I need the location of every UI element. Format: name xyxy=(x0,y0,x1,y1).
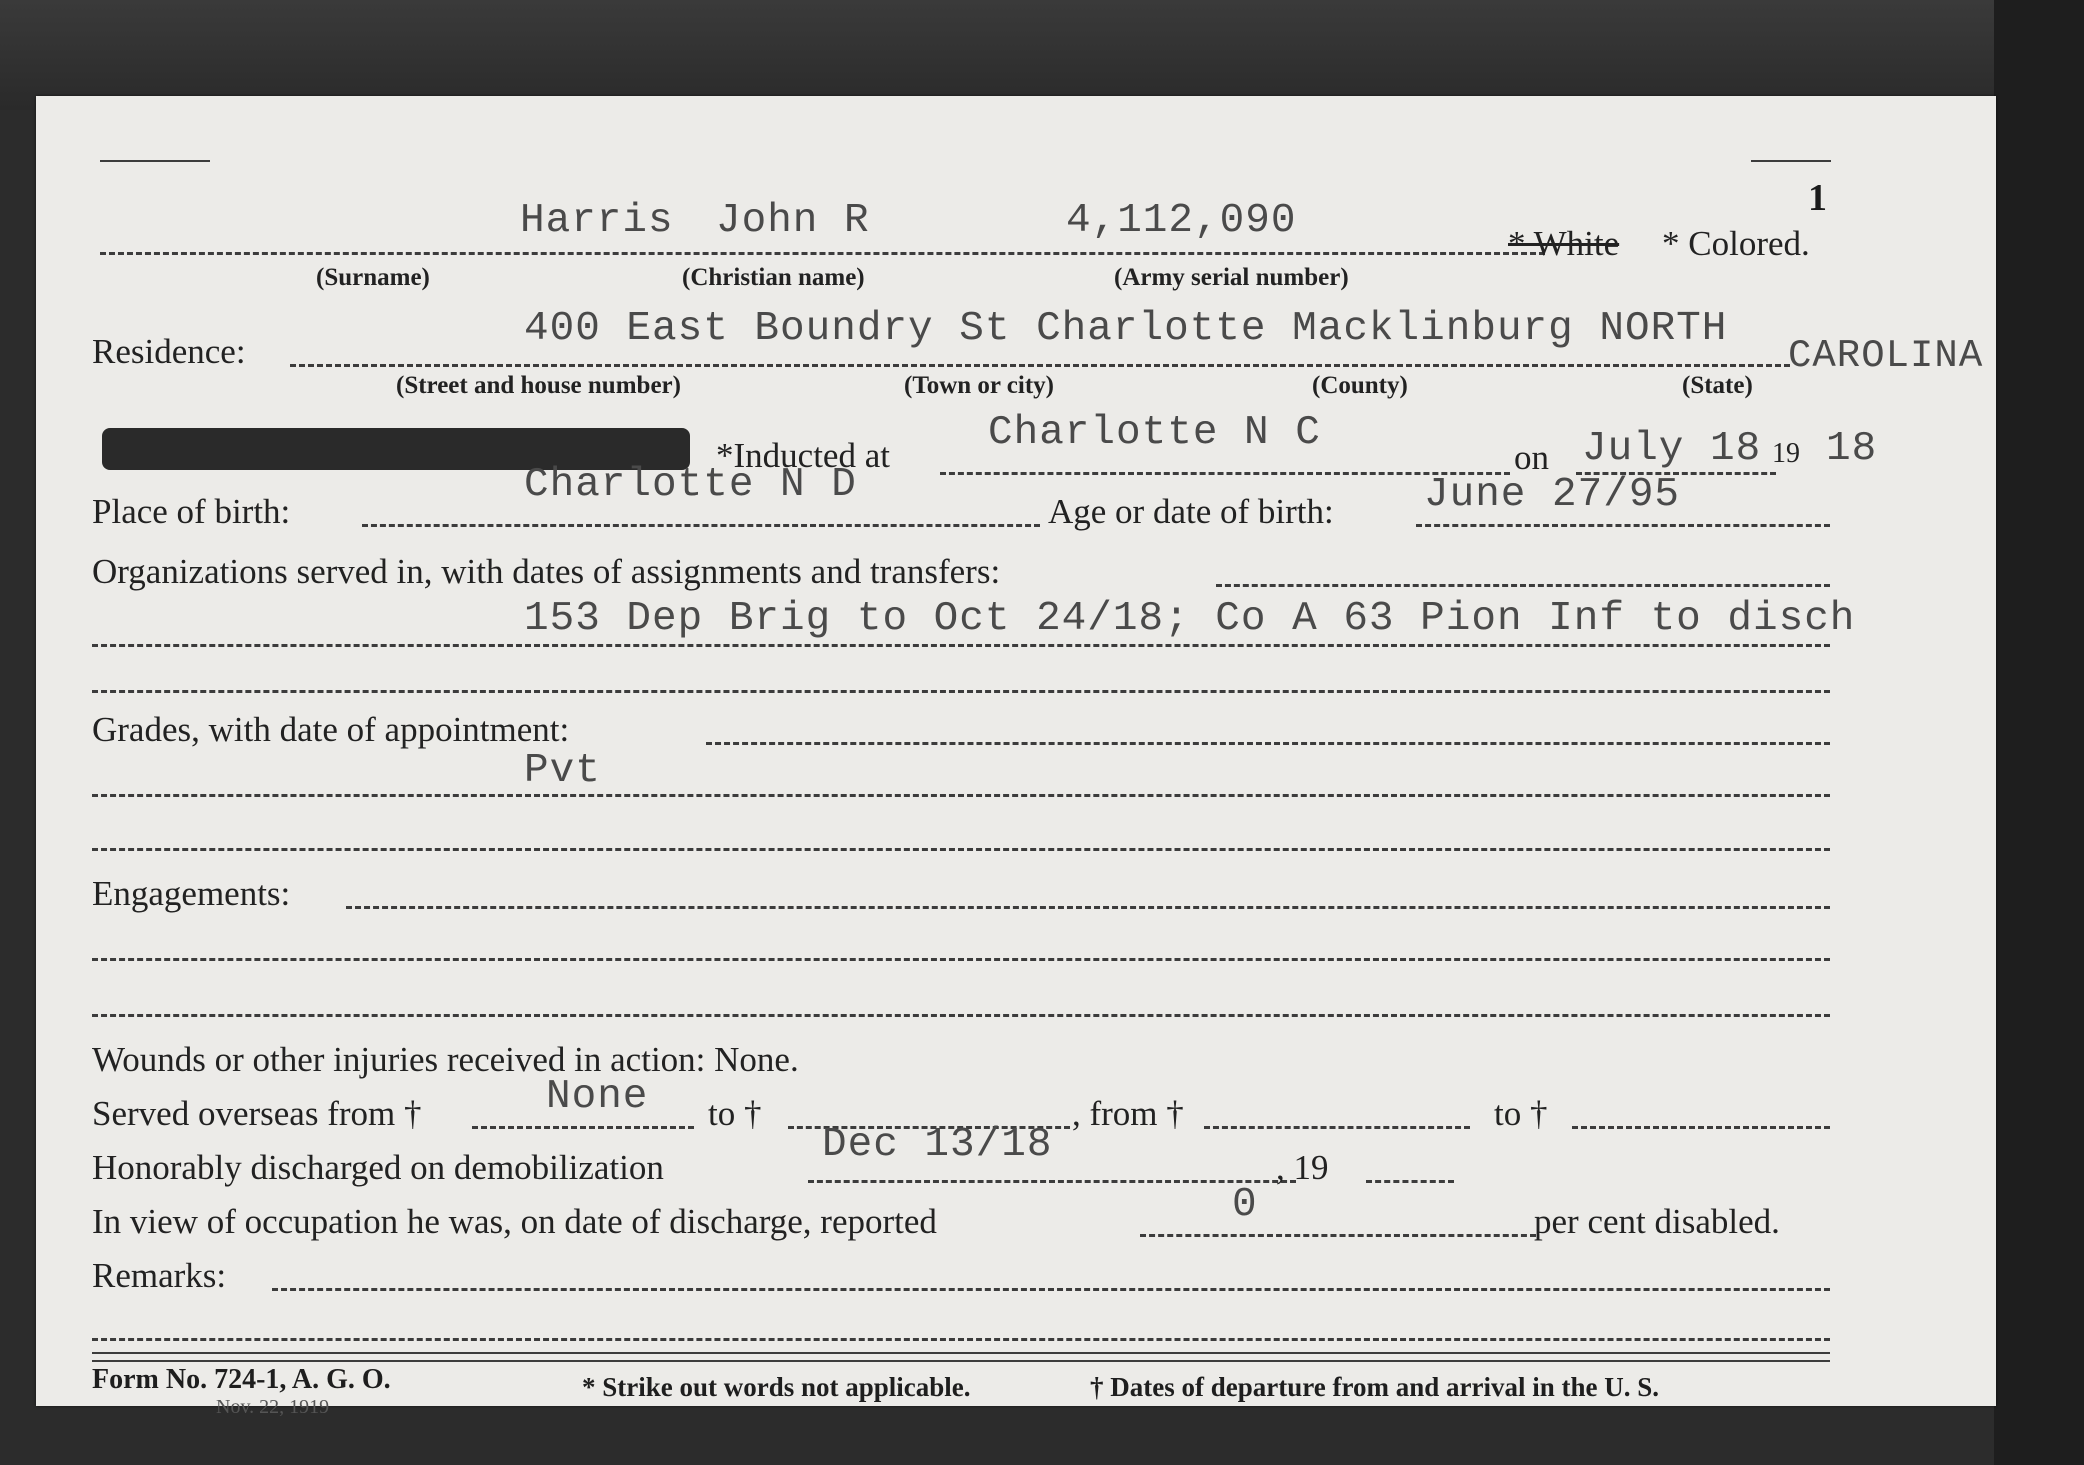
organizations-label: Organizations served in, with dates of assignments and transfers: xyxy=(92,552,1001,591)
residence-line xyxy=(290,364,1790,367)
overseas-to-label-1: to † xyxy=(708,1094,762,1133)
disability-line xyxy=(1140,1234,1536,1237)
overseas-from-line xyxy=(472,1126,694,1129)
discharge-line xyxy=(808,1180,1296,1183)
inducted-label: *Inducted at xyxy=(716,436,890,475)
overseas-to-line-2 xyxy=(1572,1126,1830,1129)
page-number: 1 xyxy=(1808,177,1827,219)
residence-label: Residence: xyxy=(92,332,246,371)
county-caption: (County) xyxy=(1312,372,1408,399)
discharge-label: Honorably discharged on demobilization xyxy=(92,1148,664,1187)
disability-suffix: per cent disabled. xyxy=(1534,1202,1780,1241)
serial-caption: (Army serial number) xyxy=(1114,264,1349,291)
overseas-to-label-2: to † xyxy=(1494,1094,1548,1133)
form-date: Nov. 22, 1919 xyxy=(216,1396,330,1418)
disability-label: In view of occupation he was, on date of discharge, reported xyxy=(92,1202,937,1241)
surname-caption: (Surname) xyxy=(316,264,430,291)
wounds-text: Wounds or other injuries received in action: None. xyxy=(92,1040,799,1079)
engagements-line-3 xyxy=(92,1014,1830,1017)
birthplace-value: Charlotte N D xyxy=(524,462,857,508)
organizations-line-3 xyxy=(92,690,1830,693)
birthplace-label: Place of birth: xyxy=(92,492,291,531)
disability-value: 0 xyxy=(1232,1182,1258,1228)
grades-value: Pvt xyxy=(524,748,601,794)
remarks-line-1 xyxy=(272,1288,1830,1291)
organizations-line-2 xyxy=(92,644,1830,647)
organizations-value: 153 Dep Brig to Oct 24/18; Co A 63 Pion Inf to disch xyxy=(524,596,1856,642)
inducted-place-value: Charlotte N C xyxy=(988,410,1321,456)
form-number: Form No. 724-1, A. G. O. xyxy=(92,1364,391,1395)
residence-value: 400 East Boundry St Charlotte Macklinburg NORTH xyxy=(524,306,1728,352)
birthplace-line xyxy=(362,524,1040,527)
grades-line-2 xyxy=(92,794,1830,797)
footer-rule-1 xyxy=(92,1352,1830,1354)
engagements-label: Engagements: xyxy=(92,874,291,913)
scan-background-top xyxy=(0,0,2084,110)
state-caption: (State) xyxy=(1682,372,1753,399)
grades-label: Grades, with date of appointment: xyxy=(92,710,570,749)
inducted-on-label: on xyxy=(1514,438,1549,477)
town-caption: (Town or city) xyxy=(904,372,1054,399)
top-right-rule xyxy=(1751,160,1831,162)
overseas-from-value: None xyxy=(546,1074,649,1120)
residence-state-overflow: CAROLINA xyxy=(1788,334,1984,378)
dates-note: † Dates of departure from and arrival in the U. S. xyxy=(1090,1372,1659,1402)
top-left-rule xyxy=(100,160,210,162)
grades-line-3 xyxy=(92,848,1830,851)
inducted-year-value: 18 xyxy=(1826,426,1878,472)
discharge-value: Dec 13/18 xyxy=(822,1122,1053,1168)
race-white-struck: * White xyxy=(1508,224,1620,263)
grades-line-1 xyxy=(706,742,1830,745)
inducted-year-prefix: 19 xyxy=(1772,438,1800,469)
christian-caption: (Christian name) xyxy=(682,264,865,291)
engagements-line-1 xyxy=(346,906,1830,909)
inducted-date-value: July 18 xyxy=(1582,426,1762,472)
remarks-label: Remarks: xyxy=(92,1256,227,1295)
service-record-card xyxy=(36,96,1996,1418)
overseas-label: Served overseas from † xyxy=(92,1094,422,1133)
birthdate-line xyxy=(1416,524,1830,527)
organizations-line-1 xyxy=(1216,584,1830,587)
strike-note: * Strike out words not applicable. xyxy=(582,1372,971,1402)
discharge-year-label: , 19 xyxy=(1276,1148,1329,1187)
surname-value: Harris xyxy=(520,198,674,244)
birthdate-value: June 27/95 xyxy=(1424,472,1681,518)
birthdate-label: Age or date of birth: xyxy=(1048,492,1334,531)
remarks-line-2 xyxy=(92,1338,1830,1341)
serial-value: 4,112,090 xyxy=(1066,198,1297,244)
race-colored: * Colored. xyxy=(1662,224,1810,263)
footer-rule-2 xyxy=(92,1360,1830,1362)
overseas-from-line-2 xyxy=(1204,1126,1470,1129)
discharge-year-line xyxy=(1366,1180,1454,1183)
engagements-line-2 xyxy=(92,958,1830,961)
christian-name-value: John R xyxy=(716,198,870,244)
scan-background-right xyxy=(1994,0,2084,1465)
overseas-from-label: , from † xyxy=(1072,1094,1184,1133)
header-line xyxy=(100,252,1545,255)
street-caption: (Street and house number) xyxy=(396,372,681,399)
